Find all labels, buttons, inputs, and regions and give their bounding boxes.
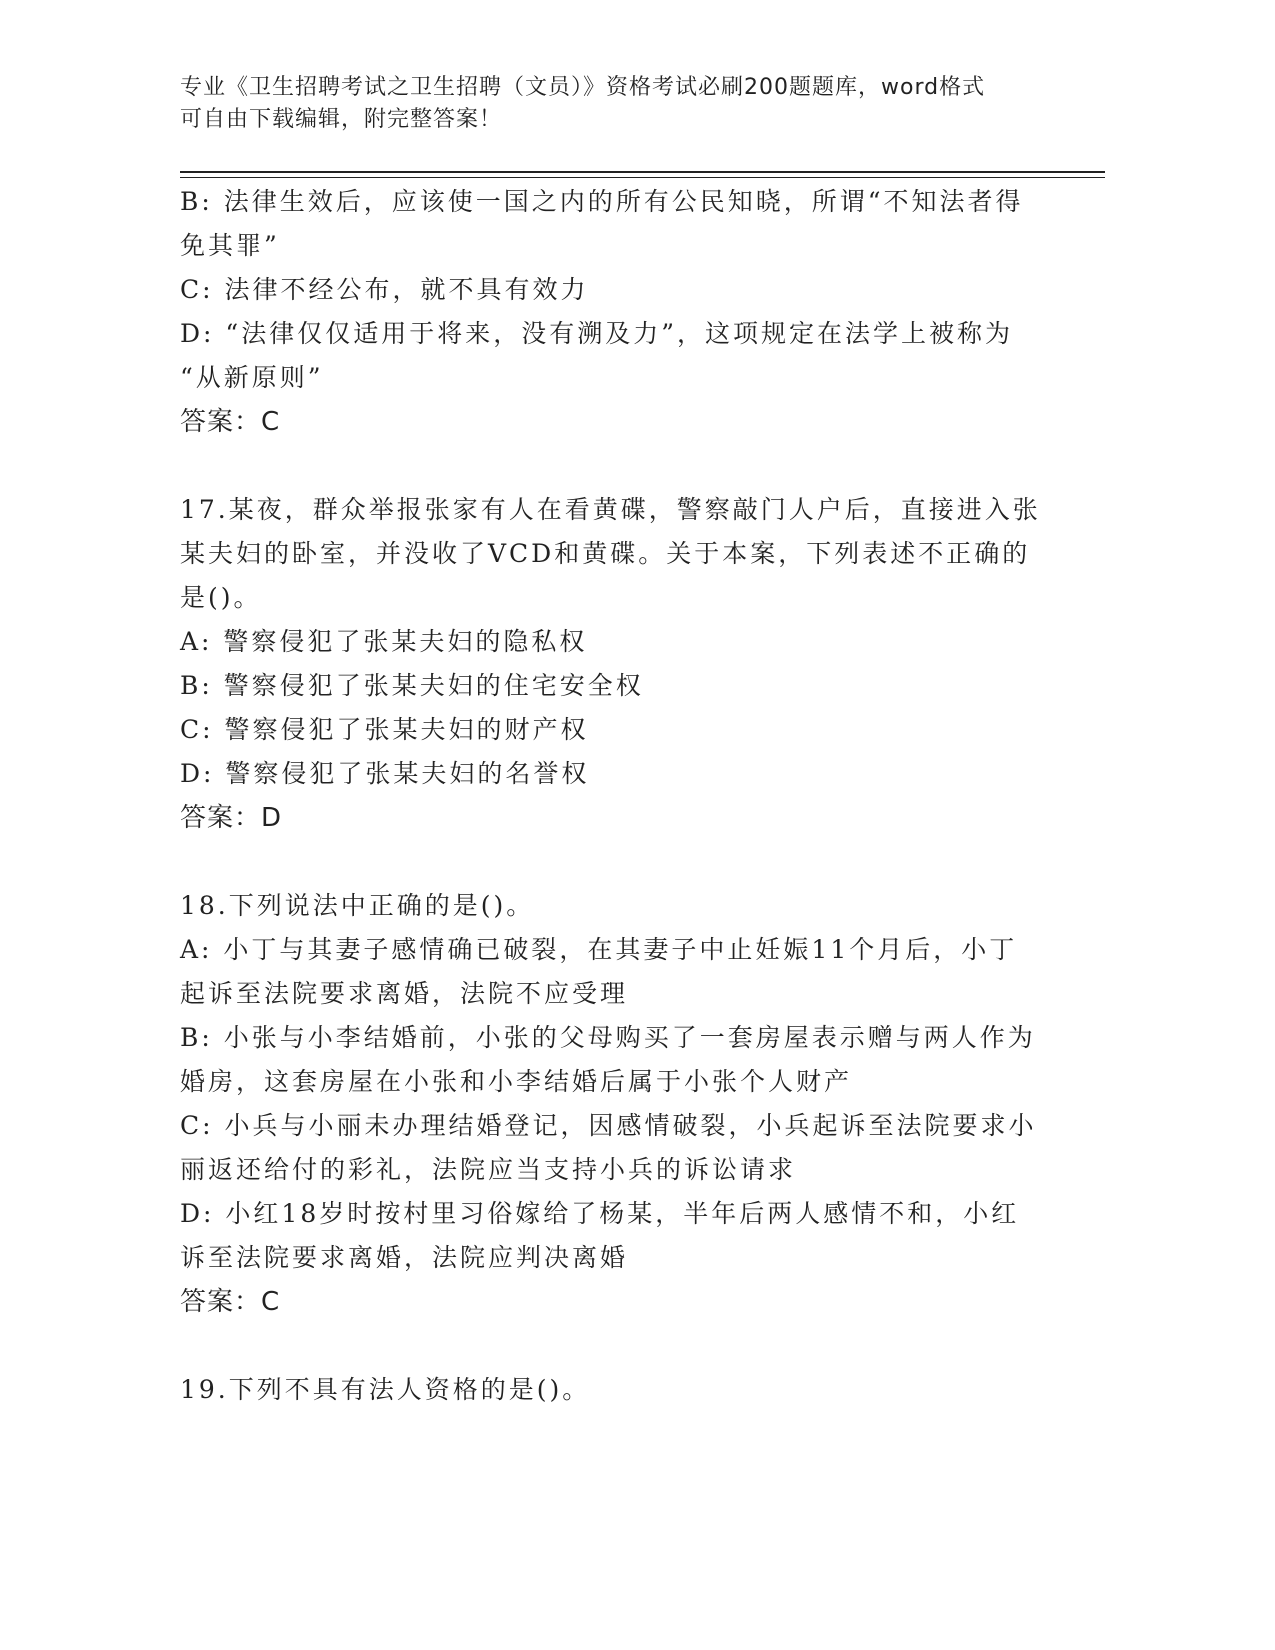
q18-option-a-line-1: A: 小丁与其妻子感情确已破裂，在其妻子中止妊娠11个月后，小丁 xyxy=(180,935,1018,964)
q17-option-a: A: 警察侵犯了张某夫妇的隐私权 xyxy=(180,627,588,656)
q18-option-d-line-1: D: 小红18岁时按村里习俗嫁给了杨某，半年后两人感情不和，小红 xyxy=(180,1199,1020,1228)
q18-option-c-line-2: 丽返还给付的彩礼，法院应当支持小兵的诉讼请求 xyxy=(180,1155,797,1184)
q17-answer: 答案：D xyxy=(180,803,283,833)
page-header xyxy=(180,72,1040,136)
q17-option-d: D: 警察侵犯了张某夫妇的名誉权 xyxy=(180,759,590,788)
question-18 xyxy=(180,884,1040,1324)
header-title-line-1: 专业《卫生招聘考试之卫生招聘（文员）》资格考试必刷200题题库，word格式 xyxy=(180,75,986,100)
header-divider-thick xyxy=(180,171,1105,173)
q16-option-d-line-2: “从新原则” xyxy=(180,363,324,392)
q19-stem: 19.下列不具有法人资格的是()。 xyxy=(180,1375,591,1404)
q18-option-a-line-2: 起诉至法院要求离婚，法院不应受理 xyxy=(180,979,629,1008)
header-divider-thin xyxy=(180,177,1105,178)
q17-option-b: B: 警察侵犯了张某夫妇的住宅安全权 xyxy=(180,671,644,700)
q17-stem-line-1: 17.某夜，群众举报张家有人在看黄碟，警察敲门人户后，直接进入张 xyxy=(180,495,1041,524)
document-body xyxy=(180,180,1040,1412)
q16-option-b-line-1: B: 法律生效后，应该使一国之内的所有公民知晓，所谓“不知法者得 xyxy=(180,187,1024,216)
q17-option-c: C: 警察侵犯了张某夫妇的财产权 xyxy=(180,715,589,744)
question-19 xyxy=(180,1368,1040,1412)
q18-option-b-line-1: B: 小张与小李结婚前，小张的父母购买了一套房屋表示赠与两人作为 xyxy=(180,1023,1036,1052)
q16-option-b-line-2: 免其罪” xyxy=(180,231,280,260)
q17-stem-line-3: 是()。 xyxy=(180,583,262,612)
question-17 xyxy=(180,488,1040,840)
q18-option-b-line-2: 婚房，这套房屋在小张和小李结婚后属于小张个人财产 xyxy=(180,1067,853,1096)
q16-option-c: C: 法律不经公布，就不具有效力 xyxy=(180,275,589,304)
q18-answer: 答案：C xyxy=(180,1287,281,1317)
q18-stem: 18.下列说法中正确的是()。 xyxy=(180,891,535,920)
q18-option-c-line-1: C: 小兵与小丽未办理结婚登记，因感情破裂，小兵起诉至法院要求小 xyxy=(180,1111,1037,1140)
question-16 xyxy=(180,180,1040,444)
spacer xyxy=(180,840,1040,884)
header-title-line-2: 可自由下载编辑，附完整答案！ xyxy=(180,107,503,132)
q17-stem-line-2: 某夫妇的卧室，并没收了VCD和黄碟。关于本案，下列表述不正确的 xyxy=(180,539,1031,568)
spacer xyxy=(180,1324,1040,1368)
q16-answer: 答案：C xyxy=(180,407,281,437)
spacer xyxy=(180,444,1040,488)
q16-option-d-line-1: D: “法律仅仅适用于将来，没有溯及力”，这项规定在法学上被称为 xyxy=(180,319,1013,348)
q18-option-d-line-2: 诉至法院要求离婚，法院应判决离婚 xyxy=(180,1243,629,1272)
